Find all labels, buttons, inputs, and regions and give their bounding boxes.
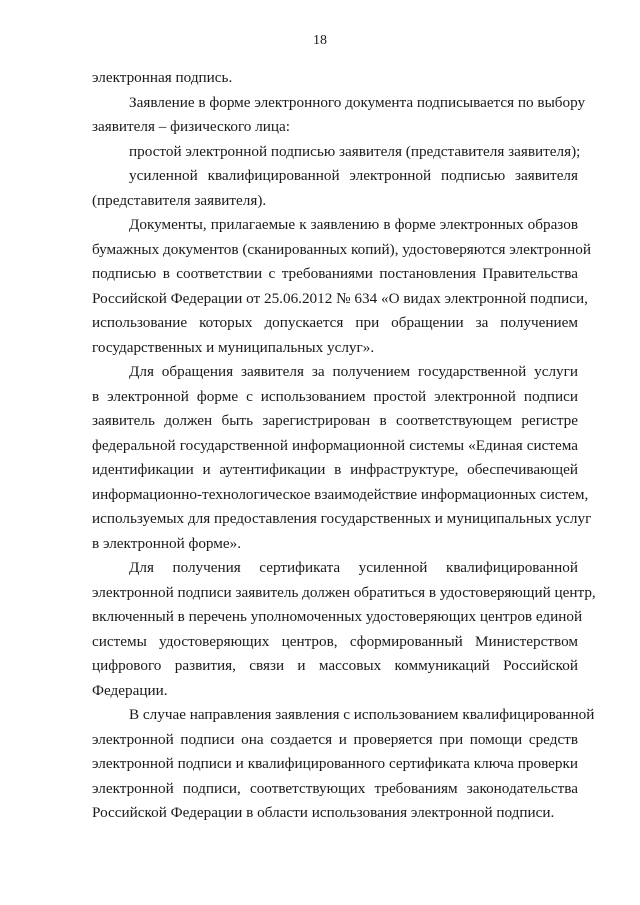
document-body bbox=[92, 66, 596, 826]
text-line: усиленной квалифицированной электронной подписью заявителя bbox=[129, 167, 578, 184]
text-line: Российской Федерации от 25.06.2012 № 634 «О видах электронной подписи, bbox=[92, 289, 588, 307]
text-line: системы удостоверяющих центров, сформированный Министерством bbox=[92, 632, 578, 650]
text-line: бумажных документов (сканированных копий), удостоверяются электронной bbox=[92, 240, 592, 258]
text-line: Российской Федерации в области использования электронной подписи. bbox=[92, 804, 555, 821]
text-line: заявитель должен быть зарегистрирован в соответствующем регистре bbox=[92, 412, 578, 429]
text-line: информационно-технологическое взаимодействие информационных систем, bbox=[92, 485, 589, 503]
text-line: Для получения сертификата усиленной квалифицированной bbox=[129, 559, 578, 576]
text-line: в электронной форме». bbox=[92, 534, 242, 552]
text-line: электронная подпись. bbox=[92, 69, 233, 86]
text-line: использование которых допускается при обращении за получением bbox=[92, 314, 578, 331]
text-line: Заявление в форме электронного документа подписывается по выбору bbox=[129, 93, 586, 111]
text-line: электронной подписи заявитель должен обратиться в удостоверяющий центр, bbox=[92, 583, 596, 601]
page-number: 18 bbox=[313, 33, 327, 48]
text-line: Федерации. bbox=[92, 681, 168, 699]
text-line: в электронной форме с использованием простой электронной подписи bbox=[92, 387, 578, 405]
text-line: включенный в перечень уполномоченных удостоверяющих центров единой bbox=[92, 608, 583, 625]
text-line: электронной подписи она создается и проверяется при помощи средств bbox=[92, 730, 578, 748]
text-line: подписью в соответствии с требованиями постановления Правительства bbox=[92, 265, 578, 282]
text-line: В случае направления заявления с использованием квалифицированной bbox=[129, 706, 595, 723]
text-line: электронной подписи, соответствующих требованиям законодательства bbox=[92, 779, 578, 797]
text-line: цифрового развития, связи и массовых коммуникаций Российской bbox=[92, 657, 578, 674]
text-line: простой электронной подписью заявителя (представителя заявителя); bbox=[129, 142, 581, 160]
text-line: государственных и муниципальных услуг». bbox=[92, 338, 375, 356]
text-line: федеральной государственной информационной системы «Единая система bbox=[92, 436, 578, 454]
text-line: идентификации и аутентификации в инфраструктуре, обеспечивающей bbox=[92, 461, 578, 478]
text-line: электронной подписи и квалифицированного сертификата ключа проверки bbox=[92, 755, 578, 772]
text-line: Для обращения заявителя за получением государственной услуги bbox=[129, 363, 578, 380]
text-line: Документы, прилагаемые к заявлению в форме электронных образов bbox=[129, 216, 578, 233]
text-line: используемых для предоставления государственных и муниципальных услуг bbox=[92, 510, 592, 527]
text-line: (представителя заявителя). bbox=[92, 191, 267, 209]
text-line: заявителя – физического лица: bbox=[92, 118, 290, 135]
